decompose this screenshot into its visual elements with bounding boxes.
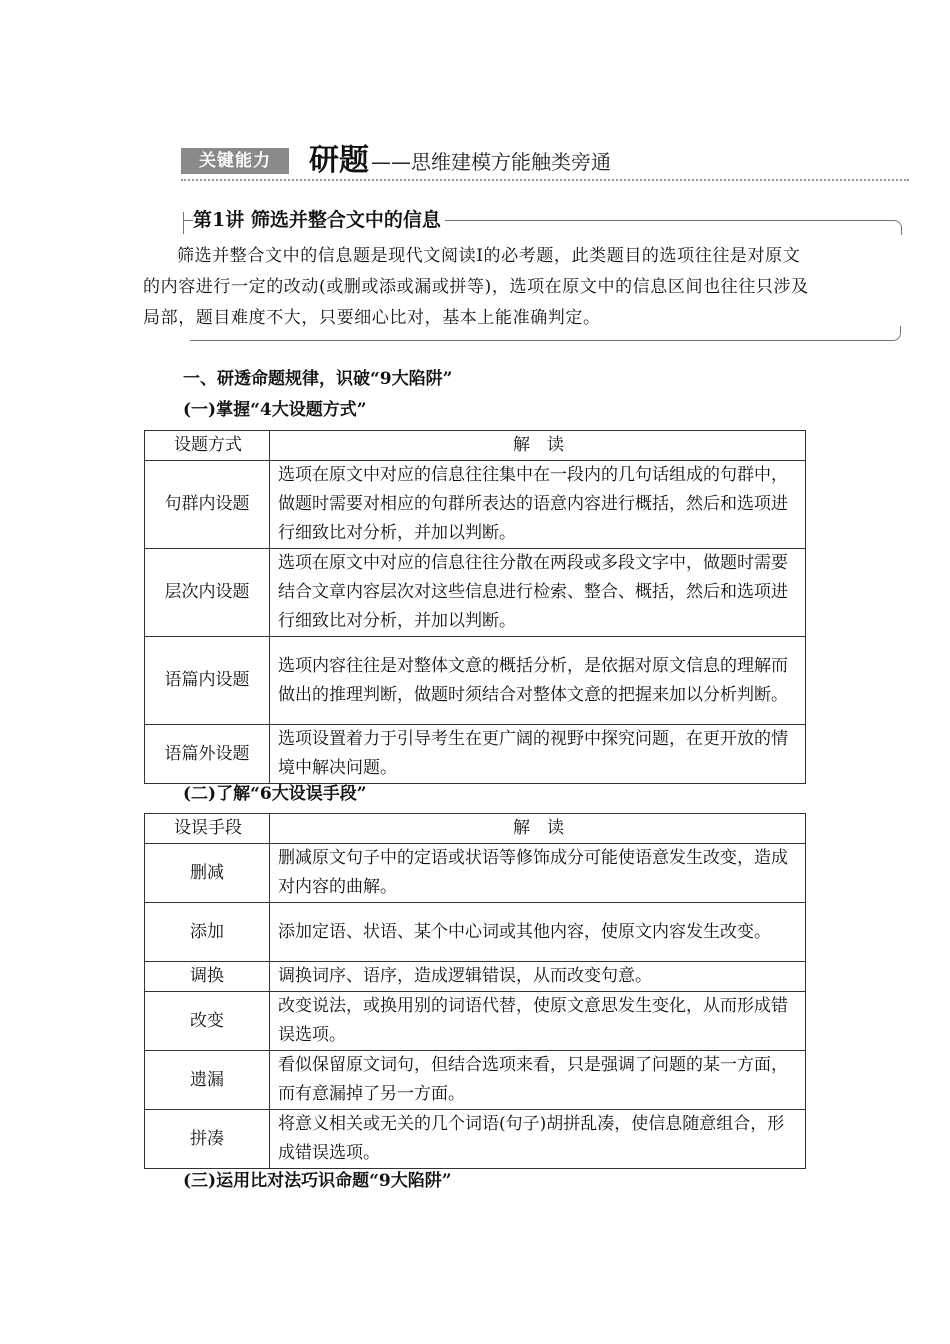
table-header-row: [145, 814, 806, 844]
row-text: 看似保留原文词句，但结合选项来看，只是强调了问题的某一方面，而有意漏掉了另一方面。: [270, 1051, 806, 1110]
banner-divider: [181, 179, 909, 181]
intro-frame-left: [183, 212, 184, 234]
row-key: 添加: [145, 903, 270, 962]
banner-subtitle: ——思维建模方能触类旁通: [371, 150, 611, 174]
section-banner: [181, 142, 909, 182]
subheading-3: (三)运用比对法巧识命题“9大陷阱”: [183, 1171, 452, 1191]
table-row: [145, 725, 806, 784]
table-row: [145, 903, 806, 962]
row-text: 选项设置着力于引导考生在更广阔的视野中探究问题，在更开放的情境中解决问题。: [270, 725, 806, 784]
section-heading: 一、研透命题规律，识破“9大陷阱”: [183, 369, 453, 389]
row-key: 层次内设题: [145, 549, 270, 637]
intro-frame-bottom: [190, 326, 901, 341]
row-key: 拼凑: [145, 1110, 270, 1169]
table-row: [145, 992, 806, 1051]
table-row: [145, 637, 806, 725]
table-row: [145, 844, 806, 903]
subheading-2: (二)了解“6大设误手段”: [183, 784, 367, 804]
banner-main-title: 研题: [309, 143, 369, 178]
table-row: [145, 549, 806, 637]
row-key: 句群内设题: [145, 461, 270, 549]
row-key: 调换: [145, 962, 270, 992]
column-header: 设误手段: [145, 814, 270, 844]
subheading-1: (一)掌握“4大设题方式”: [183, 400, 367, 420]
lesson-intro: 筛选并整合文中的信息题是现代文阅读Ⅰ的必考题，此类题目的选项往往是对原文的内容进行一定的改动(或删或添或漏或拼等)，选项在原文中的信息区间也往往只涉及局部，题目难度不大，只要细心比对，基本上能准确判定。: [143, 246, 809, 328]
row-text: 选项在原文中对应的信息往往分散在两段或多段文字中，做题时需要结合文章内容层次对这些信息进行检索、整合、概括，然后和选项进行细致比对分析，并加以判断。: [270, 549, 806, 637]
row-text: 选项在原文中对应的信息往往集中在一段内的几句话组成的句群中，做题时需要对相应的句群所表达的语意内容进行概括，然后和选项进行细致比对分析，并加以判断。: [270, 461, 806, 549]
row-text: 调换词序、语序，造成逻辑错误，从而改变句意。: [270, 962, 806, 992]
row-key: 语篇内设题: [145, 637, 270, 725]
row-key: 遗漏: [145, 1051, 270, 1110]
column-header: 解 读: [270, 431, 806, 461]
row-key: 改变: [145, 992, 270, 1051]
table-row: [145, 1110, 806, 1169]
lesson-title: 第1讲 筛选并整合文中的信息: [193, 207, 445, 233]
banner-tag: 关键能力: [181, 148, 289, 174]
column-header: 解 读: [270, 814, 806, 844]
table-header-row: [145, 431, 806, 461]
row-text: 改变说法，或换用别的词语代替，使原文意思发生变化，从而形成错误选项。: [270, 992, 806, 1051]
table-row: [145, 1051, 806, 1110]
row-key: 语篇外设题: [145, 725, 270, 784]
question-methods-table: [144, 430, 806, 784]
table-row: [145, 962, 806, 992]
table-row: [145, 461, 806, 549]
row-text: 选项内容往往是对整体文意的概括分析，是依据对原文信息的理解而做出的推理判断，做题时须结合对整体文意的把握来加以分析判断。: [270, 637, 806, 725]
row-key: 删减: [145, 844, 270, 903]
error-methods-table: [144, 813, 806, 1169]
row-text: 添加定语、状语、某个中心词或其他内容，使原文内容发生改变。: [270, 903, 806, 962]
row-text: 将意义相关或无关的几个词语(句子)胡拼乱凑，使信息随意组合，形成错误选项。: [270, 1110, 806, 1169]
row-text: 删减原文句子中的定语或状语等修饰成分可能使语意发生改变，造成对内容的曲解。: [270, 844, 806, 903]
column-header: 设题方式: [145, 431, 270, 461]
